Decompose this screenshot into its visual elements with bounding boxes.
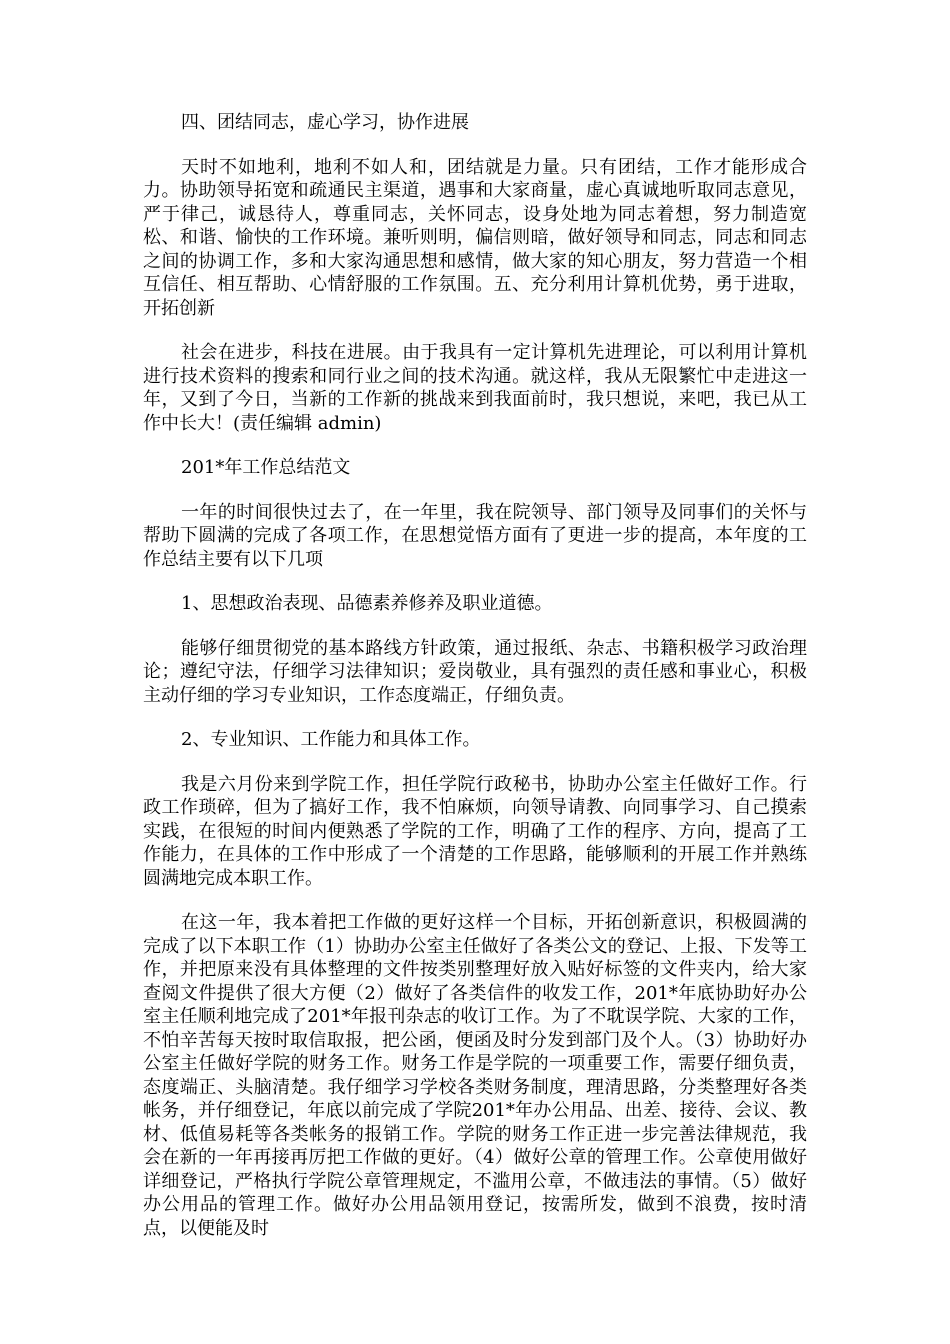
- section-heading-ethics: 1、思想政治表现、品德素养修养及职业道德。: [181, 593, 553, 614]
- document-page: [143, 111, 807, 1261]
- paragraph-duties-body: 在这一年，我本着把工作做的更好这样一个目标，开拓创新意识，积极圆满的完成了以下本职工作（1）协助办公室主任做好了各类公文的登记、上报、下发等工作，并把原来没有具体整理的文件按类别整理好放入贴好标签的文件夹内，给大家查阅文件提供了很大方便（2）做好了各类信件的收发工作，201*年底协助好办公室主任顺利地完成了201*年报刊杂志的收订工作。为了不耽误学院、大家的工作，不怕辛苦每天按时取信取报，把公函，便函及时分发到部门及个人。（3）协助好办公室主任做好学院的财务工作。财务工作是学院的一项重要工作，需要仔细负责，态度端正、头脑清楚。我仔细学习学校各类财务制度，理清思路，分类整理好各类帐务，并仔细登记，年底以前完成了学院201*年办公用品、出差、接待、会议、教材、低值易耗等各类帐务的报销工作。学院的财务工作正进一步完善法律规范，我会在新的一年再接再厉把工作做的更好。（4）做好公章的管理工作。公章使用做好详细登记，严格执行学院公章管理规定，不滥用公章，不做违法的事情。（5）做好办公用品的管理工作。做好办公用品领用登记，按需所发，做到不浪费，按时清点，以便能及时: [143, 912, 807, 1239]
- paragraph-technology-body: 社会在进步，科技在进展。由于我具有一定计算机先进理论，可以利用计算机进行技术资料的搜索和同行业之间的技术沟通。就这样，我从无限繁忙中走进这一年，又到了今日，当新的工作新的挑战来到我面前时，我只想说，来吧，我已从工作中长大！(责任编辑 admin): [143, 342, 807, 434]
- paragraph-unity-body: 天时不如地利，地利不如人和，团结就是力量。只有团结，工作才能形成合力。协助领导拓宽和疏通民主渠道，遇事和大家商量，虚心真诚地听取同志意见，严于律己，诚恳待人，尊重同志，关怀同志，设身处地为同志着想，努力制造宽松、和谐、愉快的工作环境。兼听则明，偏信则暗，做好领导和同志，同志和同志之间的协调工作，多和大家沟通思想和感情，做大家的知心朋友，努力营造一个相互信任、相互帮助、心情舒服的工作氛围。五、充分利用计算机优势，勇于进取，开拓创新: [143, 156, 807, 319]
- document-title-summary: 201*年工作总结范文: [181, 457, 351, 478]
- paragraph-intro: 一年的时间很快过去了，在一年里，我在院领导、部门领导及同事们的关怀与帮助下圆满的完成了各项工作，在思想觉悟方面有了更进一步的提高，本年度的工作总结主要有以下几项: [143, 501, 807, 570]
- section-heading-work: 2、专业知识、工作能力和具体工作。: [181, 729, 481, 750]
- section-heading-unity: 四、团结同志，虚心学习，协作进展: [181, 112, 469, 133]
- paragraph-ethics-body: 能够仔细贯彻党的基本路线方针政策，通过报纸、杂志、书籍积极学习政治理论；遵纪守法，仔细学习法律知识；爱岗敬业，具有强烈的责任感和事业心，积极主动仔细的学习专业知识，工作态度端正，仔细负责。: [143, 637, 807, 706]
- paragraph-work-body: 我是六月份来到学院工作，担任学院行政秘书，协助办公室主任做好工作。行政工作琐碎，但为了搞好工作，我不怕麻烦，向领导请教、向同事学习、自己摸索实践，在很短的时间内便熟悉了学院的工作，明确了工作的程序、方向，提高了工作能力，在具体的工作中形成了一个清楚的工作思路，能够顺利的开展工作并熟练圆满地完成本职工作。: [143, 773, 807, 889]
